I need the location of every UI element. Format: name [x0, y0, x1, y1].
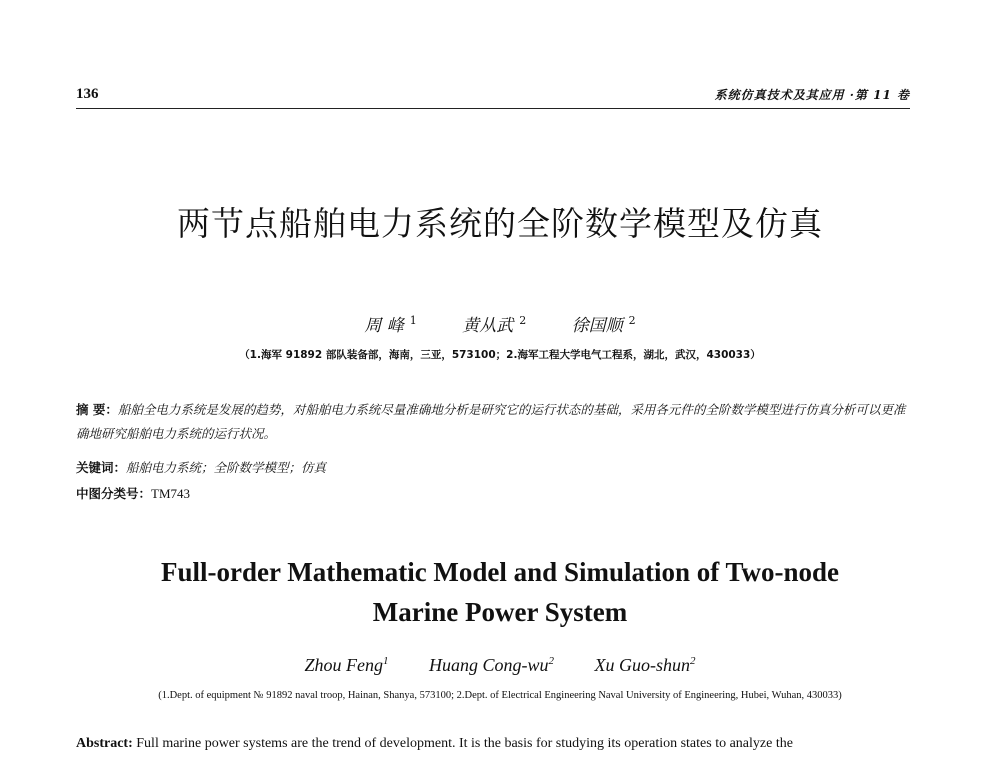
cn-author-2: 黄从武 $^2$	[462, 314, 527, 336]
en-abstract-label: Abstract:	[76, 736, 133, 751]
chinese-keywords	[76, 458, 910, 476]
cn-abstract-label: 摘 要：	[76, 402, 118, 417]
english-abstract	[76, 736, 946, 752]
journal-name: 系统仿真技术及其应用 ·第 11 卷	[714, 88, 910, 102]
english-affiliation: (1.Dept. of equipment № 91892 naval troop, Hainan, Shanya, 573100; 2.Dept. of Electrical Engineering Naval University of Engineering, Hubei, Wuhan, 430033)	[158, 690, 842, 701]
page-number: 136	[76, 86, 99, 102]
cn-keywords-label: 关键词：	[76, 460, 127, 475]
cn-class-text: TM743	[151, 486, 191, 501]
running-header	[76, 84, 910, 109]
english-title	[0, 552, 1000, 632]
chinese-abstract	[76, 398, 910, 446]
cn-abstract-text: 船舶全电力系统是发展的趋势，对船舶电力系统尽量准确地分析是研究它的运行状态的基础，采用各元件的全阶数学模型进行仿真分析可以更准确地研究船舶电力系统的运行状况。	[76, 402, 906, 441]
english-title-line-2: Marine Power System	[372, 597, 628, 627]
english-authors	[0, 655, 1000, 676]
cn-class-label: 中图分类号：	[76, 486, 152, 501]
en-author-2: Huang Cong-$wu^2$	[428, 655, 554, 675]
chinese-title: 两节点船舶电力系统的全阶数学模型及仿真	[177, 204, 823, 243]
cn-author-1: 周 峰 $^1$	[364, 314, 417, 336]
chinese-authors	[0, 311, 1000, 336]
chinese-classification	[76, 484, 910, 502]
english-title-line-1: Full-order Mathematic Model and Simulation of Two-node	[161, 557, 839, 587]
cn-keywords-text: 船舶电力系统；全阶数学模型；仿真	[126, 460, 327, 475]
en-author-3: Xu Guo-shun$^2$	[594, 655, 696, 675]
cn-author-3: 徐国顺 $^2$	[571, 314, 636, 336]
en-author-1: Zhou Feng$^1$	[304, 655, 389, 675]
en-abstract-text: Full marine power systems are the trend of development. It is the basis for studying its operation states to analyze the	[136, 736, 793, 751]
chinese-affiliation: （1.海军 91892 部队装备部，海南，三亚，573100；2.海军工程大学电气工程系，湖北，武汉，430033）	[239, 349, 761, 361]
